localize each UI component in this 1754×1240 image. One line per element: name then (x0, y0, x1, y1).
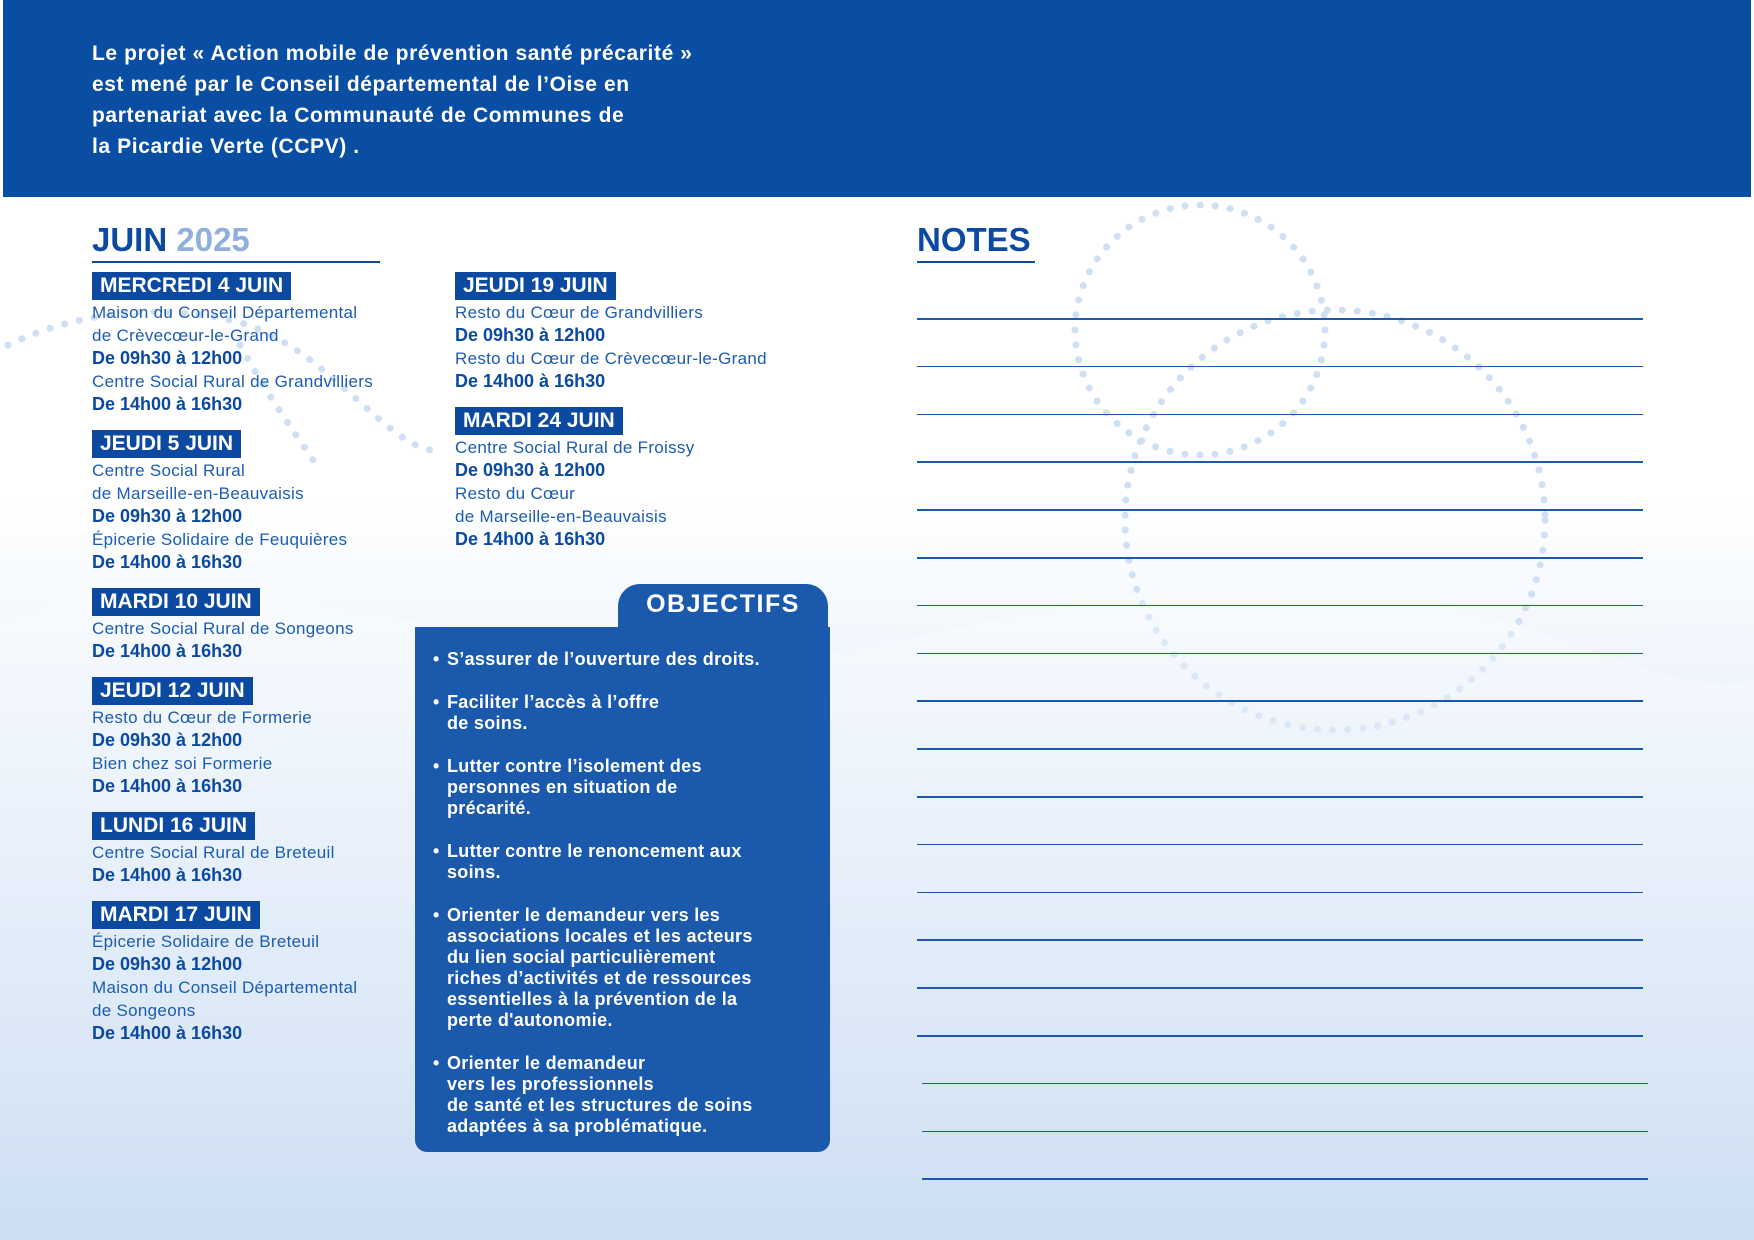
schedule-column-left (92, 272, 422, 1059)
entry-place (92, 752, 422, 775)
entry-place-line: Centre Social Rural de Froissy (455, 438, 695, 457)
entry-time: De 14h00 à 16h30 (92, 1023, 243, 1043)
note-line (917, 414, 1643, 416)
day-badge: JEUDI 19 JUIN (455, 272, 616, 300)
bullet-icon: • (433, 649, 440, 669)
note-line (917, 605, 1643, 607)
entry-place-line: Maison du Conseil Départemental (92, 303, 358, 322)
entry-place (92, 976, 422, 1022)
note-line (917, 461, 1643, 463)
objective-line: du lien social particulièrement (447, 947, 716, 967)
entry-place (92, 370, 422, 393)
note-line (917, 1035, 1643, 1037)
entry-place-line: de Songeons (92, 1001, 196, 1020)
objective-line: Lutter contre l’isolement des (447, 756, 702, 776)
entry-place-line: Épicerie Solidaire de Breteuil (92, 932, 320, 951)
objective-line: perte d'autonomie. (447, 1010, 613, 1030)
entry-time: De 14h00 à 16h30 (92, 641, 243, 661)
entry-place (92, 930, 422, 953)
note-line (917, 987, 1643, 989)
entry-place (92, 617, 422, 640)
entry-place (92, 301, 422, 347)
objective-item (433, 841, 818, 883)
objective-item (433, 756, 818, 819)
note-line (917, 844, 1643, 846)
objectives-list (433, 649, 818, 1159)
objectives-tab (618, 584, 828, 628)
intro-text (92, 38, 812, 162)
objective-line: Faciliter l’accès à l’offre (447, 692, 660, 712)
entry-time: De 14h00 à 16h30 (92, 394, 243, 414)
objective-line: de santé et les structures de soins (447, 1095, 753, 1115)
objective-line: associations locales et les acteurs (447, 926, 753, 946)
entry-place-line: Resto du Cœur de Grandvilliers (455, 303, 704, 322)
month-name: JUIN (92, 221, 168, 258)
note-line (922, 1178, 1648, 1180)
entry-place (455, 301, 835, 324)
entry-time: De 09h30 à 12h00 (92, 348, 243, 368)
note-line (917, 318, 1643, 320)
objectives-panel (415, 627, 830, 1152)
note-line (917, 796, 1643, 798)
entry-place-line: Centre Social Rural de Songeons (92, 619, 354, 638)
day-badge: MARDI 10 JUIN (92, 588, 260, 616)
intro-line: Le projet « Action mobile de prévention santé précarité » (92, 42, 693, 65)
note-line (917, 939, 1643, 941)
entry-time: De 14h00 à 16h30 (92, 865, 243, 885)
entry-place-line: Épicerie Solidaire de Feuquières (92, 530, 348, 549)
objective-line: personnes en situation de (447, 777, 678, 797)
entry-place (455, 347, 835, 370)
entry-place (92, 459, 422, 505)
note-line (917, 509, 1643, 511)
objective-line: Orienter le demandeur vers les (447, 905, 721, 925)
day-badge: JEUDI 5 JUIN (92, 430, 241, 458)
schedule-day (92, 677, 422, 798)
bullet-icon: • (433, 756, 440, 776)
objective-line: Orienter le demandeur (447, 1053, 646, 1073)
day-badge: LUNDI 16 JUIN (92, 812, 255, 840)
entry-place (455, 436, 835, 459)
day-badge: JEUDI 12 JUIN (92, 677, 253, 705)
objective-line: essentielles à la prévention de la (447, 989, 738, 1009)
objective-line: de soins. (447, 713, 528, 733)
objective-line: vers les professionnels (447, 1074, 654, 1094)
bullet-icon: • (433, 1053, 440, 1073)
entry-time: De 09h30 à 12h00 (455, 325, 606, 345)
objective-item (433, 1053, 818, 1137)
objective-item (433, 905, 818, 1031)
entry-time: De 14h00 à 16h30 (92, 552, 243, 572)
objective-line: S’assurer de l’ouverture des droits. (447, 649, 760, 669)
bullet-icon: • (433, 905, 440, 925)
entry-place-line: de Marseille-en-Beauvaisis (92, 484, 304, 503)
schedule-day (92, 812, 422, 887)
note-line (922, 1083, 1648, 1085)
bullet-icon: • (433, 692, 440, 712)
entry-place-line: Resto du Cœur (455, 484, 576, 503)
entry-place-line: Resto du Cœur de Crèvecœur-le-Grand (455, 349, 767, 368)
month-title-underline (92, 261, 380, 263)
note-line (917, 653, 1643, 655)
entry-place-line: Centre Social Rural de Grandvilliers (92, 372, 374, 391)
entry-place-line: Centre Social Rural de Breteuil (92, 843, 335, 862)
day-badge: MARDI 17 JUIN (92, 901, 260, 929)
schedule-day (455, 407, 835, 551)
intro-line: est mené par le Conseil départemental de l’Oise en (92, 73, 630, 96)
note-line (917, 366, 1643, 368)
schedule-day (92, 588, 422, 663)
objectives-title: OBJECTIFS (646, 590, 800, 618)
objective-line: riches d’activités et de ressources (447, 968, 752, 988)
note-line (917, 892, 1643, 894)
entry-place-line: de Marseille-en-Beauvaisis (455, 507, 667, 526)
objective-line: soins. (447, 862, 501, 882)
objective-line: Lutter contre le renoncement aux (447, 841, 742, 861)
entry-place-line: Maison du Conseil Départemental (92, 978, 358, 997)
entry-time: De 09h30 à 12h00 (455, 460, 606, 480)
schedule-day (92, 430, 422, 574)
schedule-day (455, 272, 835, 393)
entry-place (92, 528, 422, 551)
entry-time: De 09h30 à 12h00 (92, 730, 243, 750)
entry-time: De 14h00 à 16h30 (92, 776, 243, 796)
month-title (92, 218, 250, 262)
month-year: 2025 (176, 221, 250, 258)
note-line (917, 748, 1643, 750)
intro-line: la Picardie Verte (CCPV) . (92, 135, 360, 158)
note-line (917, 700, 1643, 702)
schedule-day (92, 272, 422, 416)
entry-time: De 14h00 à 16h30 (455, 371, 606, 391)
objective-item (433, 649, 818, 670)
intro-line: partenariat avec la Communauté de Communes de (92, 104, 625, 127)
entry-place (92, 706, 422, 729)
entry-place (92, 841, 422, 864)
entry-place-line: Bien chez soi Formerie (92, 754, 273, 773)
entry-place-line: Resto du Cœur de Formerie (92, 708, 313, 727)
notes-title-underline (917, 261, 1035, 263)
day-badge: MERCREDI 4 JUIN (92, 272, 291, 300)
bullet-icon: • (433, 841, 440, 861)
entry-place (455, 482, 835, 528)
objective-item (433, 692, 818, 734)
entry-place-line: Centre Social Rural (92, 461, 246, 480)
note-line (917, 557, 1643, 559)
entry-time: De 09h30 à 12h00 (92, 954, 243, 974)
note-line (922, 1131, 1648, 1133)
entry-time: De 09h30 à 12h00 (92, 506, 243, 526)
day-badge: MARDI 24 JUIN (455, 407, 623, 435)
schedule-day (92, 901, 422, 1045)
entry-time: De 14h00 à 16h30 (455, 529, 606, 549)
objective-line: adaptées à sa problématique. (447, 1116, 708, 1136)
schedule-column-right (455, 272, 835, 565)
objective-line: précarité. (447, 798, 532, 818)
entry-place-line: de Crèvecœur-le-Grand (92, 326, 279, 345)
notes-title: NOTES (917, 221, 1031, 258)
